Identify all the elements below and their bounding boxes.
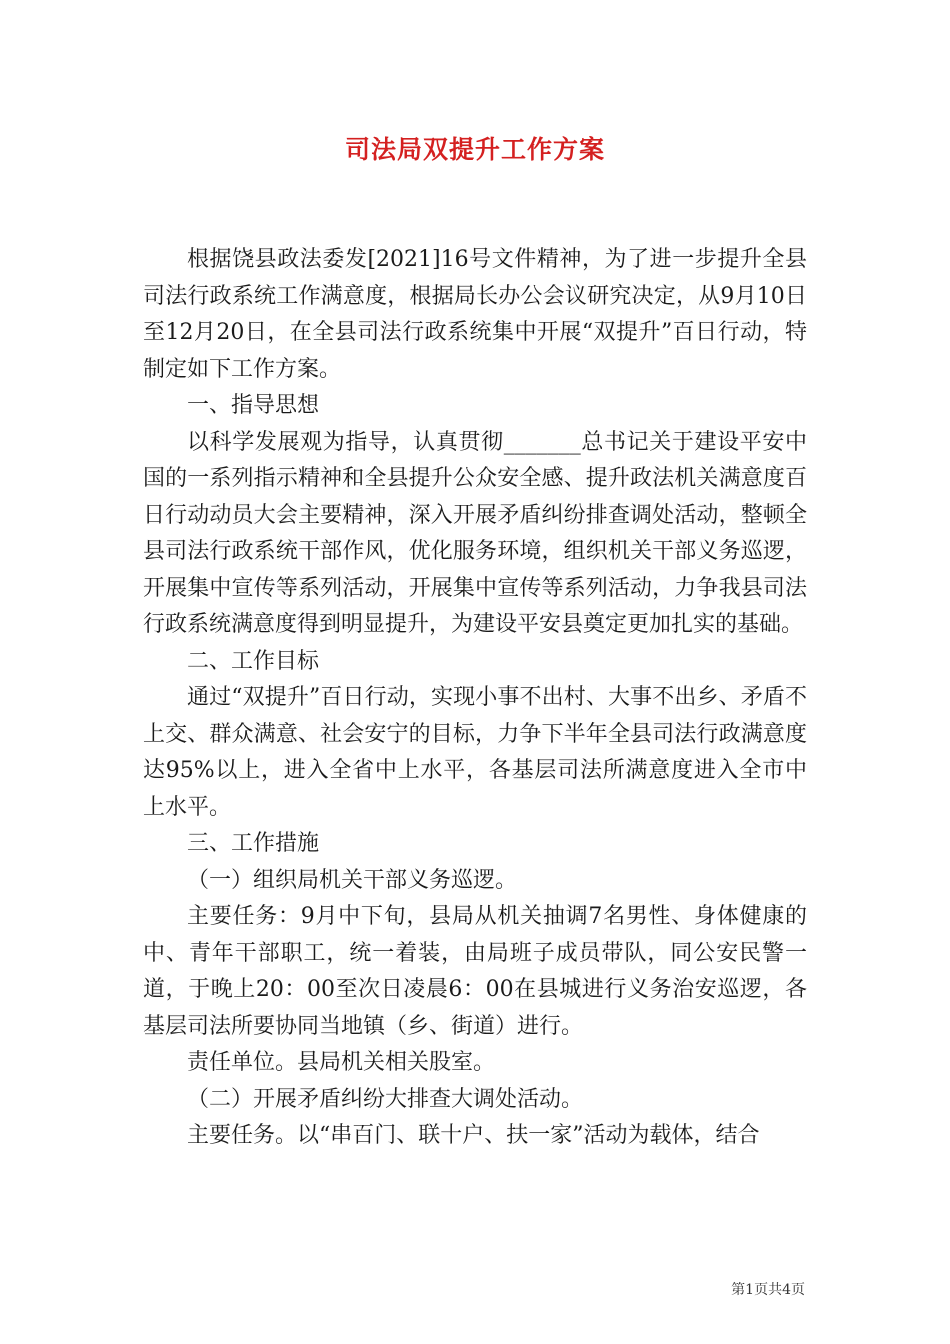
subsection-heading-dispute-mediation: （二）开展矛盾纠纷大排查大调处活动。	[187, 1086, 584, 1112]
work-goals-paragraph: 通过“双提升”百日行动，实现小事不出村、大事不出乡、矛盾不上交、群众满意、社会安宁的目标，力争下半年全县司法行政满意度达95%以上，进入全省中上水平，各基层司法所满意度进入全市中上水平。	[143, 685, 807, 820]
subsection-heading-patrol: （一）组织局机关干部义务巡逻。	[187, 867, 518, 893]
patrol-responsible-unit: 责任单位。县局机关相关股室。	[187, 1050, 496, 1075]
section-heading-work-goals: 二、工作目标	[187, 648, 320, 674]
section-heading-work-measures: 三、工作措施	[187, 831, 320, 856]
patrol-tasks-paragraph: 主要任务：9月中下旬，县局从机关抽调7名男性、身体健康的中、青年干部职工，统一着装，由局班子成员带队，同公安民警一道，于晚上20：00至次日凌晨6：00在县城进行义务治安巡逻，各基层司法所要协同当地镇（乡、街道）进行。	[143, 904, 807, 1039]
guiding-ideology-paragraph: 以科学发展观为指导，认真贯彻_______总书记关于建设平安中国的一系列指示精神和全县提升公众安全感、提升政法机关满意度百日行动动员大会主要精神，深入开展矛盾纠纷排查调处活动，整顿全县司法行政系统干部作风，优化服务环境，组织机关干部义务巡逻，开展集中宣传等系列活动，开展集中宣传等系列活动，力争我县司法行政系统满意度得到明显提升，为建设平安县奠定更加扎实的基础。	[143, 429, 807, 637]
document-title: 司法局双提升工作方案	[344, 135, 605, 164]
document-body	[143, 242, 807, 1155]
section-heading-guiding-ideology: 一、指导思想	[187, 393, 320, 418]
page-number: 第1页共4页	[731, 1282, 805, 1298]
intro-paragraph: 根据饶县政法委发[2021]16号文件精神，为了进一步提升全县司法行政系统工作满意度，根据局长办公会议研究决定，从9月10日至12月20日，在全县司法行政系统集中开展“双提升”百日行动，特制定如下工作方案。	[143, 247, 808, 382]
dispute-mediation-tasks-paragraph: 主要任务。以“串百门、联十户、扶一家”活动为载体，结合	[187, 1123, 760, 1148]
